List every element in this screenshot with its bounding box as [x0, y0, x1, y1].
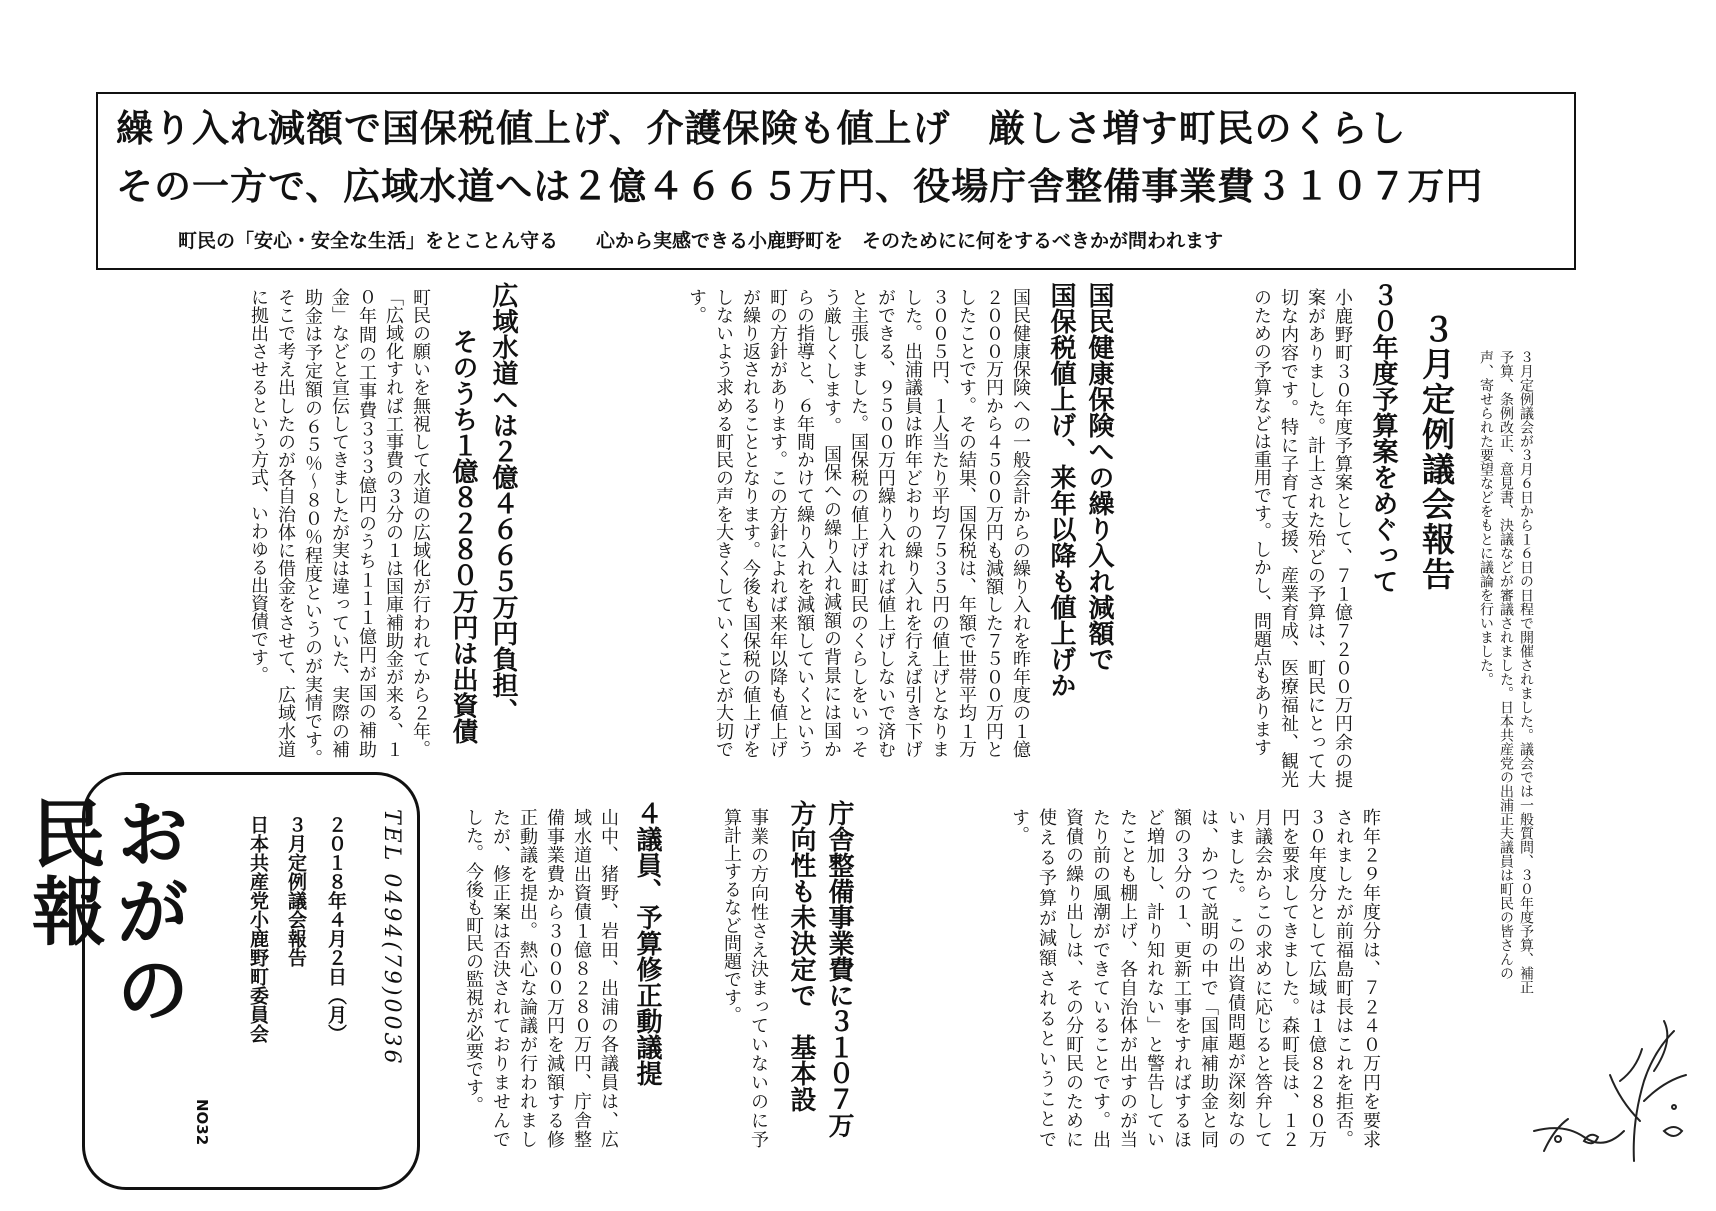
budget-heading: ３０年度予算案をめぐって — [1368, 282, 1398, 594]
masthead-tel: TEL 0494(79)0036 — [379, 809, 404, 1067]
water-heading-1: 広域水道へは２億４６６５万円負担、 — [488, 282, 518, 724]
chosha-body: 事業の方向性さえ決まっていないのに予算計上するなど問題です。 — [721, 808, 769, 1148]
headline-line-2: その一方で、広域水道へは２億４６６５万円、役場庁舎整備事業費３１０７万円 — [116, 165, 1484, 208]
amend-body: 山中、猪野、岩田、出浦の各議員は、広域水道出資債１億８２８０万円、庁舎整備事業費から３０００万円を減額する修正動議を提出。熱心な論議が行われましたが、修正案は否決されておりませんでした。今後も町民の監視が必要です。 — [463, 808, 619, 1148]
chosha-heading-1: 庁舎整備事業費に３１０７万 — [824, 800, 854, 1138]
debt-body: 昨年２９年度分は、７２４０万円を要求されましたが前福島町長はこれを拒否。３０年度分として広域は１億８２８０万円を要求してきました。森町長は、１２月議会からこの求めに応じると答弁していました。 この出資債問題が深刻なのは、かつて説明の中で「国庫補助金と同額の３分の１、更新工事をすればするほど増加し、計り知れない」と警告していたことも棚上げ、各自治体が出すのが当たり前の風潮ができていることです。出資債の繰り出しは、その分町民のために使える予算が減額されるということです。 — [1009, 808, 1381, 1148]
amend-heading: ４議員、予算修正動議提 — [632, 800, 662, 1086]
headline-box — [96, 92, 1576, 270]
chosha-heading-2: 方向性も未決定で 基本設 — [786, 800, 816, 1112]
headline-subline: 町民の「安心・安全な生活」をとことん守る 心から実感できる小鹿野町を そのためにに何をするべきかが問われます — [178, 230, 1224, 252]
kokuho-heading-2: 国保税値上げ、来年以降も値上げか — [1046, 282, 1076, 698]
report-lead: ３月定例議会が３月６日から１６日の日程で開催されました。議会では一般質問、３０年度予算、補正予算、条例改正、意見書、決議などが審議されました。日本共産党の出浦正夫議員は町民の皆さんの声、寄せられた要望などをもとに議論を行いました。 — [1478, 350, 1534, 994]
masthead-date: ２０１８年４月２日（月） — [325, 815, 347, 1043]
water-body: 町民の願いを無視して水道の広域化が行われてから２年。「広域化すれば工事費の３分の１は国庫補助金が来る、１０年間の工事費３３３億円のうち１１１億円が国の補助金」などと宣伝してきましたが実は違っていた、実際の補助金は予定額の６５％～８０％程度というのが実情です。 そこで考え出したのが各自治体に借金をさせて、広域水道に拠出させるという方式、いわゆる出資債です。 — [248, 288, 431, 758]
report-title: ３月定例議会報告 — [1417, 312, 1456, 592]
masthead-title: おがの民報 — [20, 795, 190, 1029]
masthead — [20, 772, 420, 1190]
headline-line-1: 繰り入れ減額で国保税値上げ、介護保険も値上げ 厳しさ増す町民のくらし — [116, 107, 1407, 150]
budget-body: 小鹿野町３０年度予算案として、７１億７２００万円余の提案がありました。計上された殆どの予算は、町民にとって大切な内容です。特に子育て支援、産業育成、医療福祉、観光のための予算などは重用です。しかし、問題点もあります — [1251, 288, 1353, 788]
plant-sketch-icon — [1524, 1011, 1694, 1171]
masthead-issue: ３月定例議会報告 — [285, 815, 307, 967]
masthead-publisher: 日本共産党小鹿野町委員会 — [247, 815, 269, 1043]
kokuho-heading-1: 国民健康保険への繰り入れ減額で — [1084, 282, 1114, 672]
kokuho-body: 国民健康保険への一般会計からの繰り入れを昨年度の１億２０００万円から４５００万円も減額した７５００万円としたことです。その結果、国保税は、年額で世帯平均１万３００５円、１人当たり平均７５３５円の値上げとなりました。出浦議員は昨年どおりの繰り入れを行えば引き下げができる、９５００万円繰り入れれば値上げしないで済むと主張しました。国保税の値上げは町民のくらしをいっそう厳しくします。 国保への繰り入れ減額の背景には国からの指導と、６年間かけて繰り入れを減額していくという町の方針があります。この方針によれば来年以降も値上げが繰り返されることとなります。今後も国保税の値上げをしないよう求める町民の声を大きくしていくことが大切です。 — [686, 288, 1031, 758]
masthead-number: NO32 — [193, 1099, 211, 1146]
water-heading-2: そのうち１億８２８０万円は出資債 — [448, 328, 478, 744]
